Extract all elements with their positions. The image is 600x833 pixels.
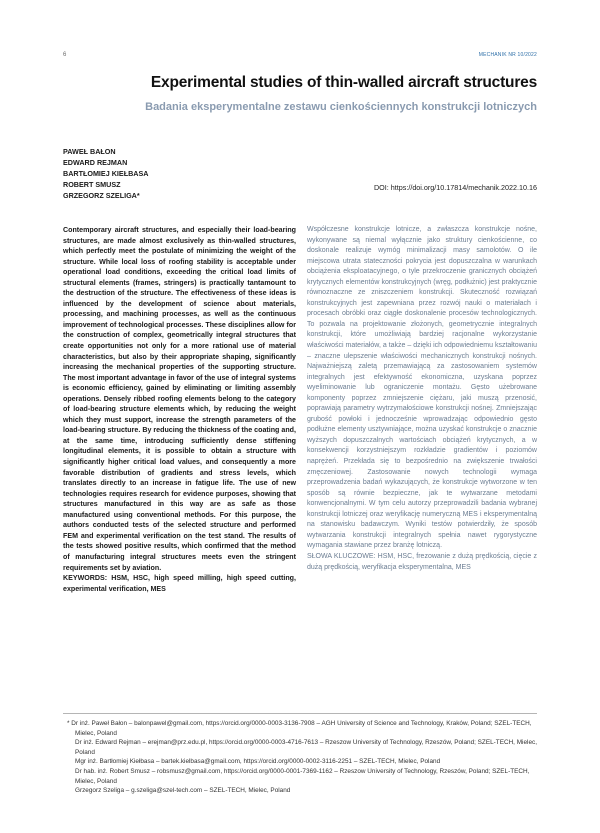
footnote-divider <box>63 713 537 714</box>
footnote-author: * Dr inż. Paweł Bałon – balonpawel@gmail.com, https://orcid.org/0000-0003-3136-7908 – AGH University of Science and Technology, Kraków, Poland; SZEL-TECH, Mielec, Poland <box>67 720 532 737</box>
author-name: PAWEŁ BAŁON <box>63 147 116 156</box>
article-subtitle: Badania eksperymentalne zestawu cienkościennych konstrukcji lotniczych <box>145 101 537 113</box>
author-name: EDWARD REJMAN <box>63 158 128 168</box>
keywords-pl: SŁOWA KLUCZOWE: HSM, HSC, frezowanie z dużą prędkością, cięcie z dużą prędkością, weryfikacja eksperymentalna, MES <box>307 552 537 571</box>
footnote-author: Mgr inż. Bartłomiej Kiełbasa – bartek.kielbasa@gmail.com, https://orcid.org/0000-0002-3116-2251 – SZEL-TECH, Mielec, Poland <box>75 758 441 766</box>
page-number: 6 <box>63 52 67 58</box>
doi-link[interactable]: DOI: https://doi.org/10.17814/mechanik.2022.10.16 <box>373 183 537 192</box>
abstract-en-text: Contemporary aircraft structures, and especially their load-bearing structures, are made almost exclusively as thin-walled structures, which perfectly meet the postulate of minimizing the weight of the structure. While local loss of roofing stability is acceptable under operational load conditions, exceeding the critical load limits of structural elements (frames, stringers) is practically tantamount to the destruction of the structure. The effectiveness of these ideas is influenced by the development of science about materials, processing, and machining processes, as well as the continuous improvement of technological processes. These disciplines allow for the construction of complex, geometrically integral structures that create opportunities not only for a more rational use of material characteristics, but also by their appropriate shaping, significantly increasing the mechanical properties of the supporting structure. The most important advantage in favor of the use of integral systems is economic efficiency, gained by eliminating or limiting assembly operations. Densely ribbed roofing elements belong to the category of load-bearing structure elements which, by reducing the weight which they must support, increase the strength parameters of the load-bearing structure. By reducing the thickness of the coating and, at the same time, introducing sufficiently dense stiffening longitudinal elements, it is possible to obtain a structure with significantly higher critical load values, and consequently a more favorable distribution of gradients and stress levels, which translates directly to an increase in fatigue life. The use of new technologies requires research for evidence purposes, showing that structures manufactured in this way are as safe as those manufactured using conventional methods. For this purpose, the authors conducted tests of the selected structure and performed FEM and experimental verification on the test stand. The results of the tests showed positive results, which confirmed that the method of manufacturing integral structures meets even the stringent requirements set by aviation. <box>63 226 296 572</box>
footnote-author: Grzegorz Szeliga – g.szeliga@szel-tech.com – SZEL-TECH, Mielec, Poland <box>75 787 291 795</box>
footnote-author: Dr hab. inż. Robert Smusz – robsmusz@gmail.com, https://orcid.org/0000-0001-7369-1162 – Rzeszow University of Technology, Rzeszów, Poland; SZEL-TECH, Mielec, Poland <box>75 767 530 785</box>
author-list <box>63 146 148 201</box>
abstract-pl-text: Współczesne konstrukcje lotnicze, a zwłaszcza konstrukcje nośne, wykonywane są niemal wyłącznie jako struktury cienkościenne, co doskonale realizuje wymóg minimalizacji masy samolotów. O ile miejscowa utrata stateczności pokrycia jest dopuszczalna w warunkach obciążenia eksploatacyjnego, o tyle przekroczenie granicznych obciążeń krytycznych elementów konstrukcyjnych (wręg, podłużnic) jest praktycznie równoznaczne ze zniszczeniem konstrukcji. Skuteczność rozwiązań konstrukcyjnych jest zapewniana przez rozwój nauki o materiałach i procesach obróbki oraz ciągłe doskonalenie procesów technologicznych. To pozwala na projektowanie złożonych, geometrycznie integralnych konstrukcji, które umożliwiają bardziej racjonalne wykorzystanie właściwości materiałów, a także – dzięki ich odpowiedniemu kształtowaniu – znaczne ulepszenie właściwości mechanicznych konstrukcji nośnych. Najważniejszą zaletą przemawiającą za zastosowaniem systemów integralnych jest efektywność ekonomiczna, uzyskana poprzez wyeliminowanie lub ograniczenie montażu. Gęsto użebrowane komponenty poprzez zmniejszenie ciężaru, jaki muszą przenosić, poprawiają parametry wytrzymałościowe konstrukcji nośnej. Zmniejszając grubość powłoki i jednocześnie wprowadzając odpowiednio gęsto podłużne elementy usztywniające, można uzyskać konstrukcje o znacznie wyższych dopuszczalnych wartościach obciążeń krytycznych, a w konsekwencji korzystniejszym rozkładzie gradientów i poziomów naprężeń. Przekłada się to bezpośrednio na zwiększenie trwałości zmęczeniowej. Zastosowanie nowych technologii wymaga przeprowadzenia badań wykazujących, że konstrukcje wytworzone w ten sposób są równie bezpieczne, jak te wytwarzane metodami konwencjonalnymi. W tym celu autorzy przeprowadzili badania wybranej konstrukcji lotniczej oraz weryfikację numeryczną MES i eksperymentalną na stanowisku badawczym. Wyniki testów potwierdziły, że sposób wytwarzania konstrukcji integralnych spełnia nawet rygorystyczne wymagania stawiane przez branżę lotniczą. <box>307 226 537 550</box>
footnotes <box>63 719 537 796</box>
abstract-english <box>63 225 296 594</box>
author-name: ROBERT SMUSZ <box>63 180 121 190</box>
footnote-author: Dr inż. Edward Rejman – erejman@prz.edu.pl, https://orcid.org/0000-0003-4716-7613 – Rzeszow University of Technology, Rzeszów, Poland; SZEL-TECH, Mielec, Poland <box>75 739 537 756</box>
author-name: GRZEGORZ SZELIGA* <box>63 191 140 201</box>
journal-header: MECHANIK NR 10/2022 <box>478 52 537 58</box>
abstract-polish <box>307 225 537 573</box>
author-name: BARTŁOMIEJ KIEŁBASA <box>63 169 149 179</box>
article-title: Experimental studies of thin-walled aircraft structures <box>150 74 537 91</box>
keywords-en: KEYWORDS: HSM, HSC, high speed milling, high speed cutting, experimental verification, MES <box>63 574 296 593</box>
